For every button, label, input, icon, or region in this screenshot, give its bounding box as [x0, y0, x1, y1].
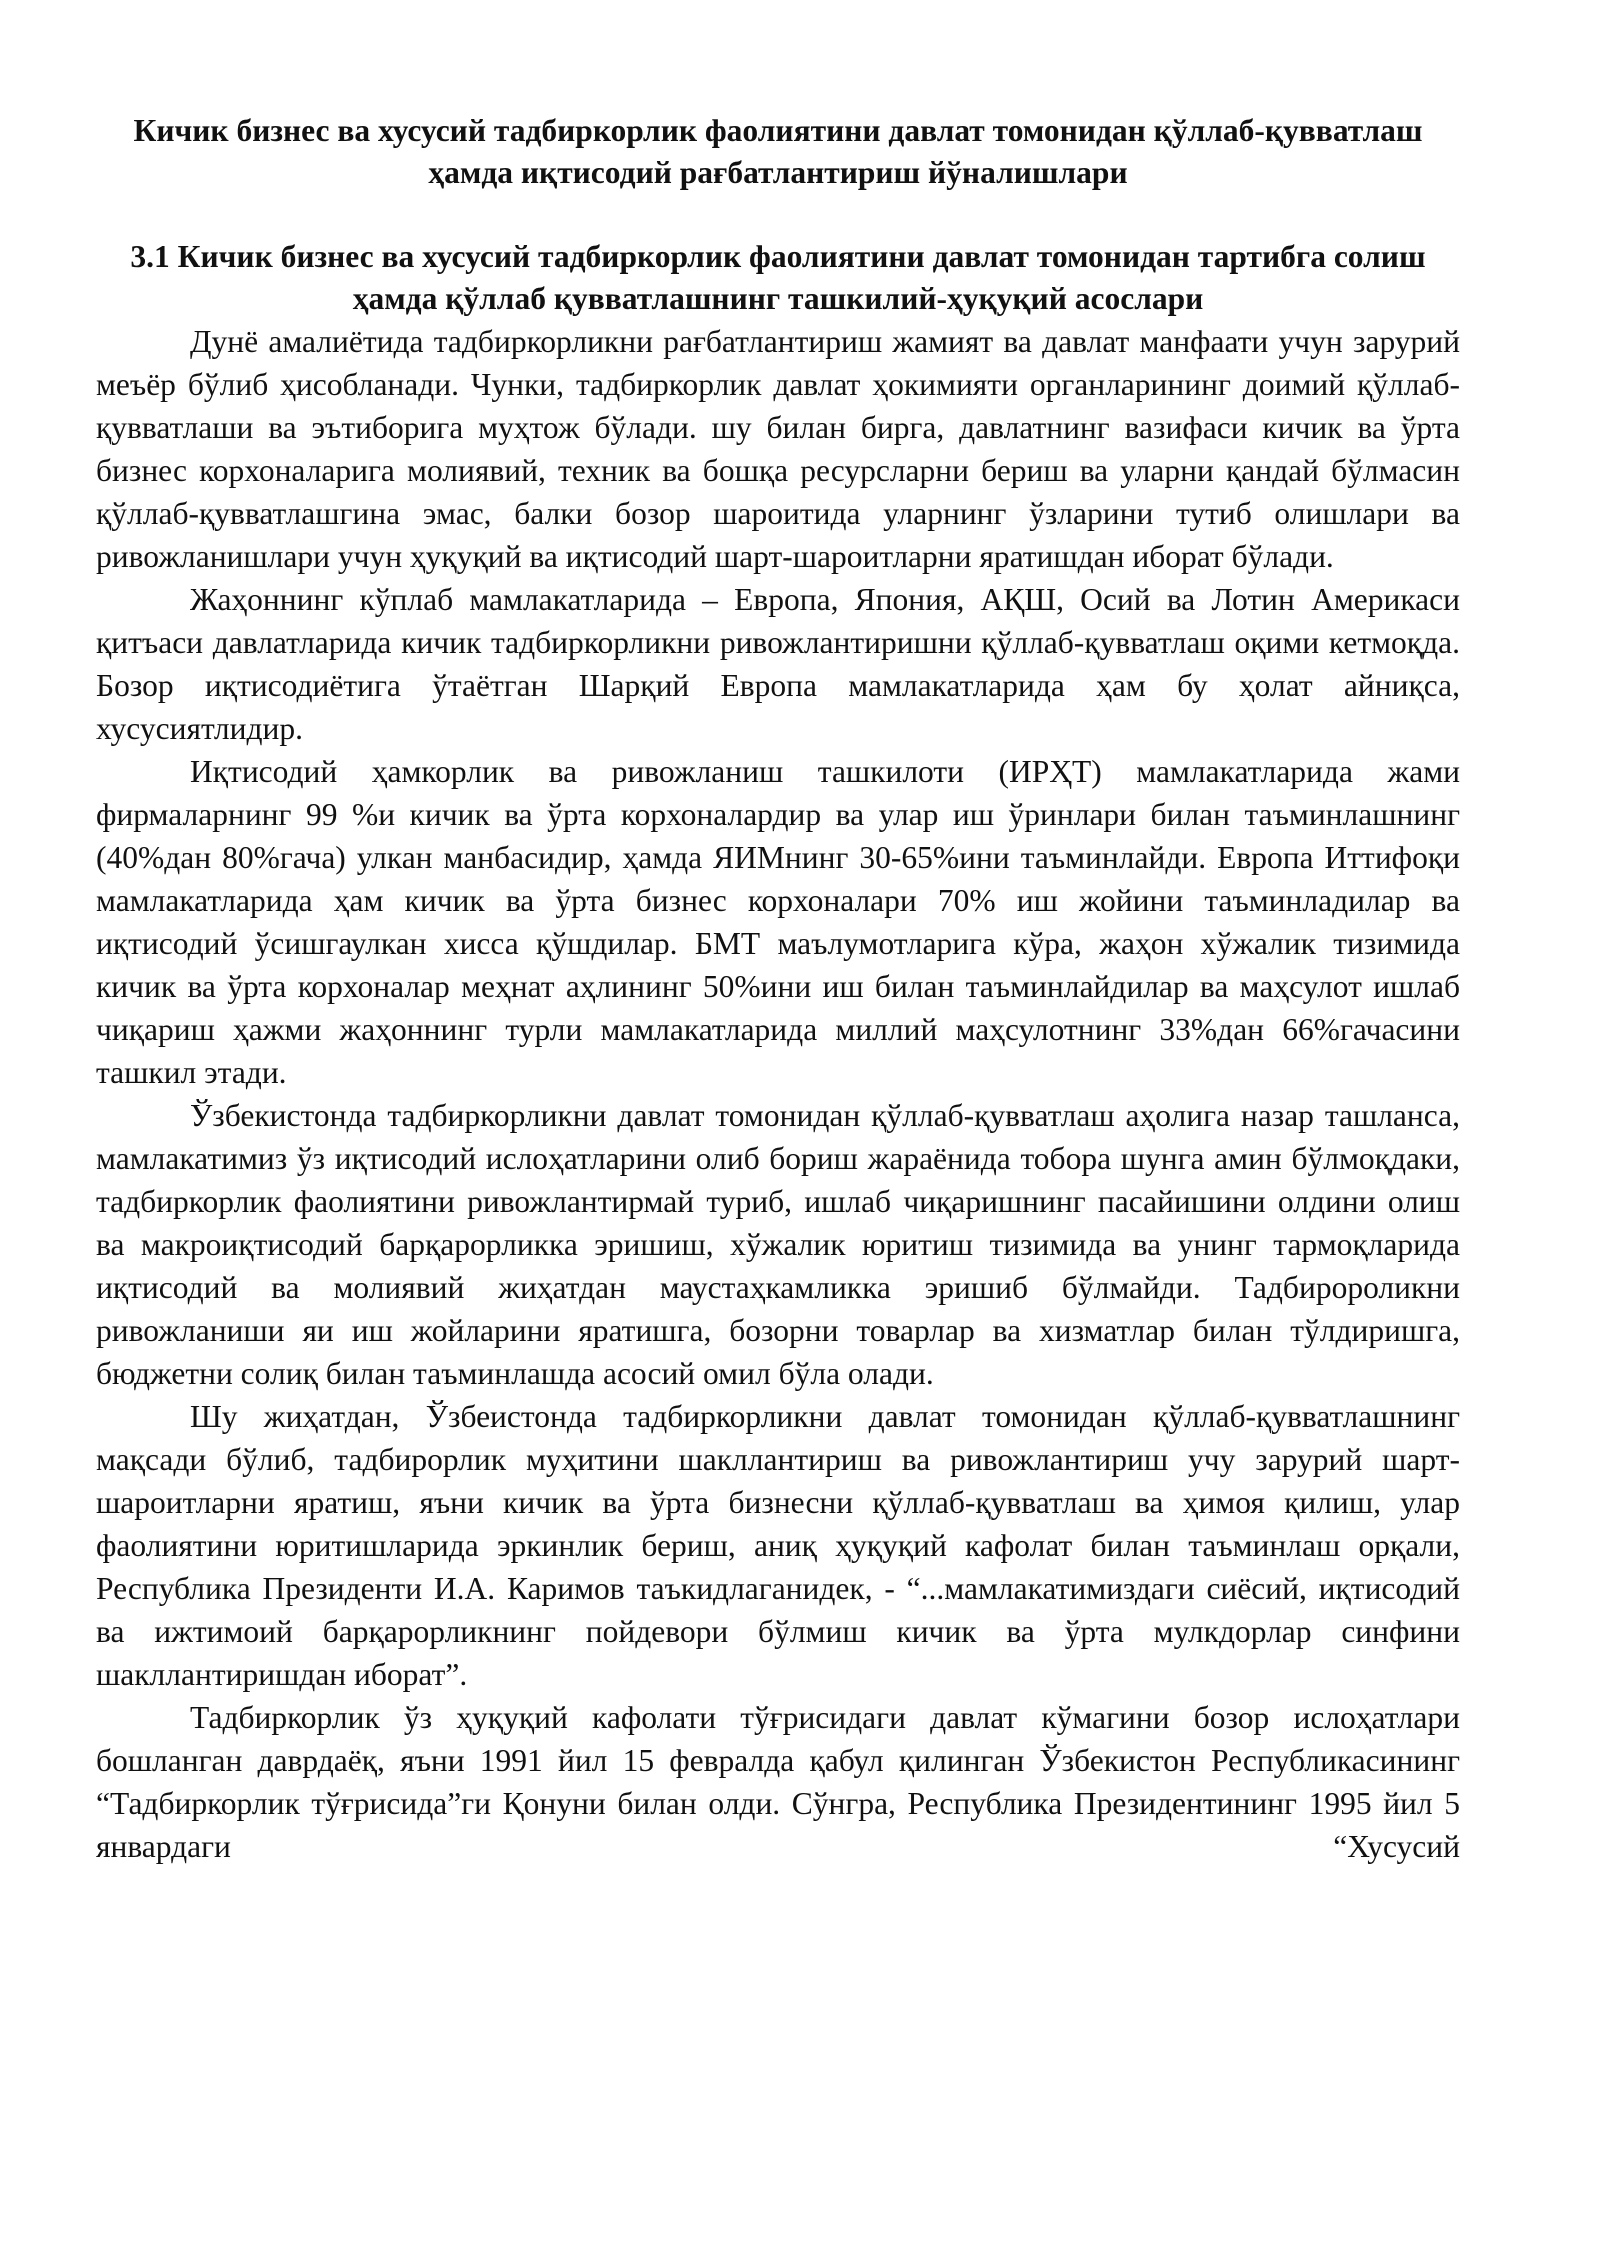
- document-title: Кичик бизнес ва хусусий тадбиркорлик фаолиятини давлат томонидан қўллаб-қувватлаш ҳамда иқтисодий рағбатлантириш йўналишлари: [133, 113, 1423, 190]
- paragraph: Тадбиркорлик ўз ҳуқуқий кафолати тўғрисидаги давлат кўмагини бозор ислоҳатлари бошланган даврдаёқ, яъни 1991 йил 15 февралда қабул қилинган Ўзбекистон Республикасининг “Тадбиркорлик тўғрисида”ги Қонуни билан олди. Сўнгра, Республика Президентининг 1995 йил 5 январдаги “Хусусий: [96, 1700, 1460, 1864]
- paragraph: Шу жиҳатдан, Ўзбеистонда тадбиркорликни давлат томонидан қўллаб-қувватлашнинг мақсади бўлиб, тадбирорлик муҳитини шакллантириш ва ривожлантириш учу зарурий шарт-шароитларни яратиш, яъни кичик ва ўрта бизнесни қўллаб-қувватлаш ва ҳимоя қилиш, улар фаолиятини юритишларида эркинлик бериш, аниқ ҳуқуқий кафолат билан таъминлаш орқали, Республика Президенти И.А. Каримов таъкидлаганидек, - “...мамлакатимиздаги сиёсий, иқтисодий ва ижтимоий барқарорликнинг пойдевори бўлмиш кичик ва ўрта мулкдорлар синфини шакллантиришдан иборат”.: [96, 1399, 1460, 1692]
- paragraph: Дунё амалиётида тадбиркорликни рағбатлантириш жамият ва давлат манфаати учун зарурий меъёр бўлиб ҳисобланади. Чунки, тадбиркорлик давлат ҳокимияти органларининг доимий қўллаб-қувватлаши ва эътиборига муҳтож бўлади. шу билан бирга, давлатнинг вазифаси кичик ва ўрта бизнес корхоналарига молиявий, техник ва бошқа ресурсларни бериш ва уларни қандай бўлмасин қўллаб-қувватлашгина эмас, балки бозор шароитида уларнинг ўзларини тутиб олишлари ва ривожланишлари учун ҳуқуқий ва иқтисодий шарт-шароитларни яратишдан иборат бўлади.: [96, 324, 1460, 574]
- document-page: [96, 110, 1460, 1868]
- paragraph: Жаҳоннинг кўплаб мамлакатларида – Европа, Япония, АҚШ, Осий ва Лотин Америкаси қитъаси давлатларида кичик тадбиркорликни ривожлантиришни қўллаб-қувватлаш оқими кетмоқда. Бозор иқтисодиётига ўтаётган Шарқий Европа мамлакатларида ҳам бу ҳолат айниқса, хусусиятлидир.: [96, 582, 1460, 746]
- paragraph: Иқтисодий ҳамкорлик ва ривожланиш ташкилоти (ИРҲТ) мамлакатларида жами фирмаларнинг 99 %и кичик ва ўрта корхоналардир ва улар иш ўринлари билан таъминлашнинг (40%дан 80%гача) улкан манбасидир, ҳамда ЯИМнинг 30-65%ини таъминлайди. Европа Иттифоқи мамлакатларида ҳам кичик ва ўрта бизнес корхоналари 70% иш жойини таъминладилар ва иқтисодий ўсишгаулкан хисса қўшдилар. БМТ маълумотларига кўра, жаҳон хўжалик тизимида кичик ва ўрта корхоналар меҳнат аҳлининг 50%ини иш билан таъминлайдилар ва маҳсулот ишлаб чиқариш ҳажми жаҳоннинг турли мамлакатларида миллий маҳсулотнинг 33%дан 66%гачасини ташкил этади.: [96, 754, 1460, 1090]
- section-title: 3.1 Кичик бизнес ва хусусий тадбиркорлик фаолиятини давлат томонидан тартибга солиш ҳамда қўллаб қувватлашнинг ташкилий-ҳуқуқий асослари: [130, 239, 1426, 316]
- paragraph: Ўзбекистонда тадбиркорликни давлат томонидан қўллаб-қувватлаш аҳолига назар ташланса, мамлакатимиз ўз иқтисодий ислоҳатларини олиб бориш жараёнида тобора шунга амин бўлмоқдаки, тадбиркорлик фаолиятини ривожлантирмай туриб, ишлаб чиқаришнинг пасайишини олдини олиш ва макроиқтисодий барқарорликка эришиш, хўжалик юритиш тизимида ва унинг тармоқларида иқтисодий ва молиявий жиҳатдан маустаҳкамликка эришиб бўлмайди. Тадбиророликни ривожланиши яи иш жойларини яратишга, бозорни товарлар ва хизматлар билан тўлдиришга, бюджетни солиқ билан таъминлашда асосий омил бўла олади.: [96, 1098, 1460, 1391]
